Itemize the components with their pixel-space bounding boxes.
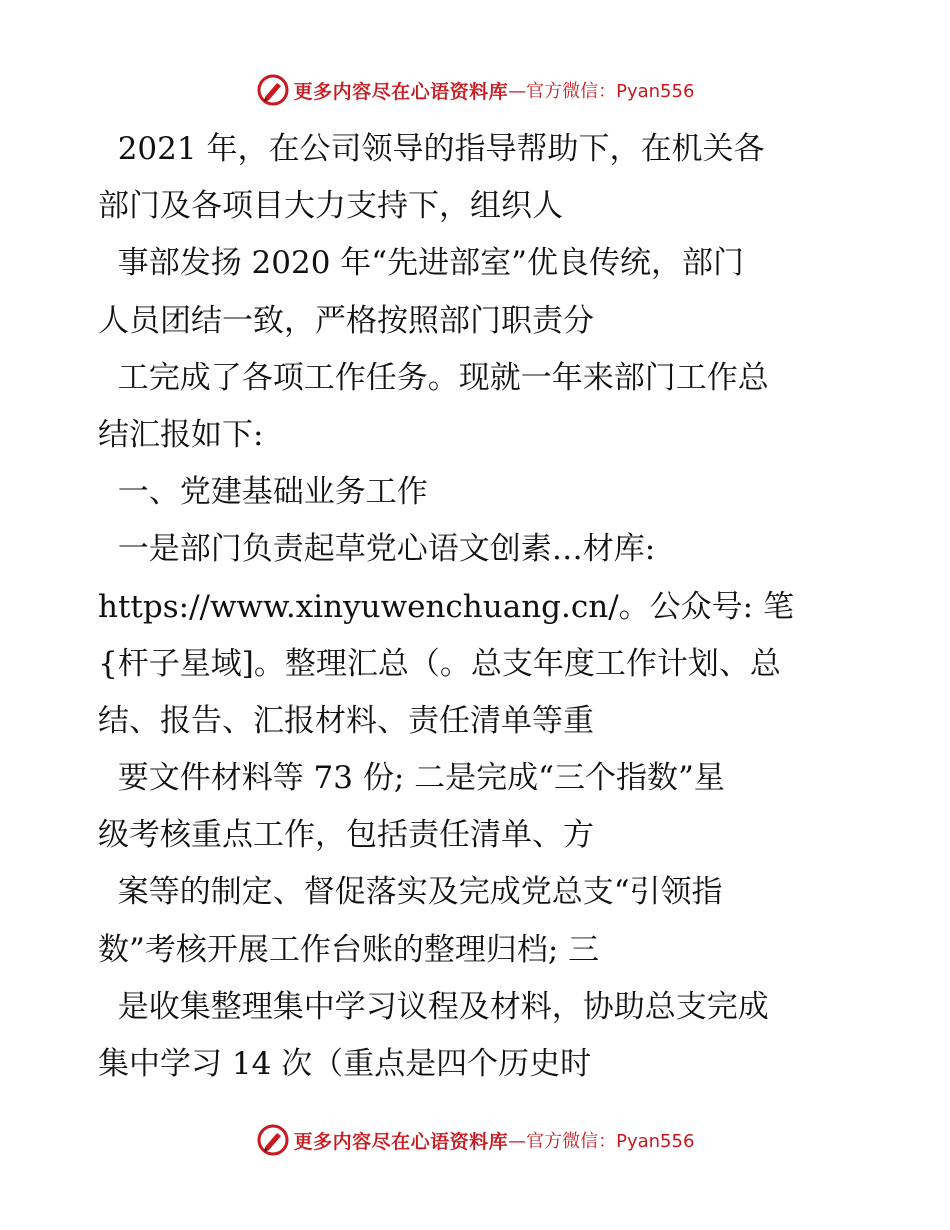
body-text [98, 121, 898, 1093]
text-line: 事部发扬 2020 年“先进部室”优良传统，部门 [98, 245, 745, 282]
text-line: 级考核重点工作，包括责任清单、方 [98, 817, 594, 854]
text-line: 结汇报如下: [98, 416, 264, 453]
pen-logo-icon [256, 73, 290, 107]
pen-logo-icon [256, 1123, 290, 1157]
footer-banner [0, 1122, 950, 1158]
text-line: 集中学习 14 次（重点是四个历史时 [98, 1046, 592, 1082]
banner-wechat: —官方微信：Pyan556 [508, 81, 695, 102]
text-line: https://www.xinyuwenchuang.cn/。公众号: 笔 [98, 588, 794, 625]
text-line: 结、报告、汇报材料、责任清单等重 [98, 702, 594, 739]
text-line: 2021 年，在公司领导的指导帮助下，在机关各 [98, 131, 765, 167]
banner-wechat: —官方微信：Pyan556 [508, 1131, 695, 1152]
text-line: 部门及各项目大力支持下，组织人 [98, 188, 563, 225]
text-line: 案等的制定、督促落实及完成党总支“引领指 [98, 874, 723, 911]
banner-title: 更多内容尽在心语资料库 [293, 1130, 509, 1153]
text-line: {杆子星域]。整理汇总（。总支年度工作计划、总 [98, 645, 781, 682]
text-line: 人员团结一致，严格按照部门职责分 [98, 302, 594, 339]
text-line: 要文件材料等 73 份; 二是完成“三个指数”星 [98, 760, 725, 797]
text-line: 数”考核开展工作台账的整理归档; 三 [98, 931, 600, 968]
banner-title: 更多内容尽在心语资料库 [293, 80, 509, 103]
text-line: 是收集整理集中学习议程及材料，协助总支完成 [98, 988, 769, 1025]
text-line: 一是部门负责起草党心语文创素…材库: [98, 531, 656, 568]
header-banner [0, 72, 950, 108]
text-line: 一、党建基础业务工作 [98, 474, 428, 511]
text-line: 工完成了各项工作任务。现就一年来部门工作总 [98, 359, 769, 396]
